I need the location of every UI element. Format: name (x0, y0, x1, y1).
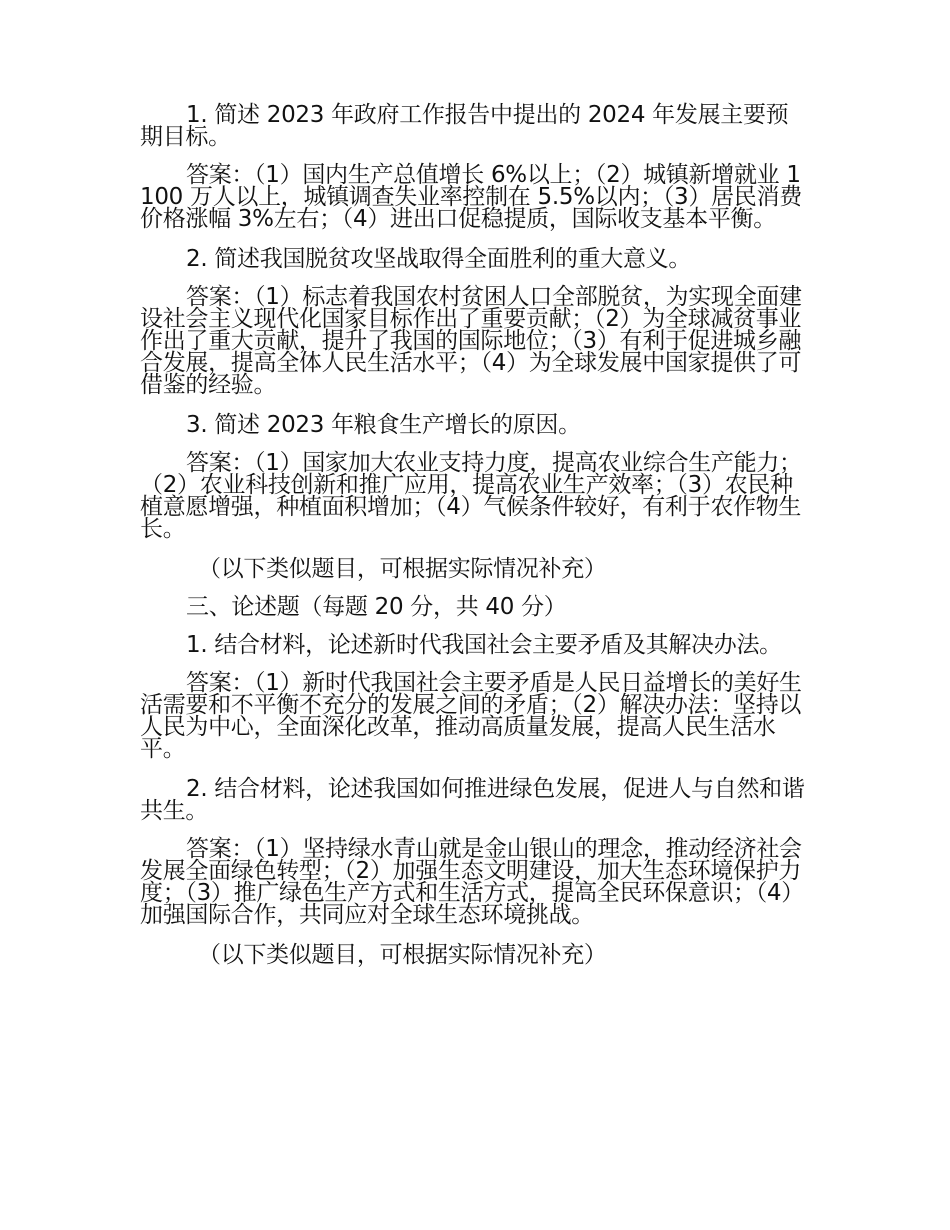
document-content (140, 104, 810, 982)
short-answer-question-3: 3. 简述 2023 年粮食生产增长的原因。 (186, 412, 581, 438)
short-answer-question-2: 2. 简述我国脱贫攻坚战取得全面胜利的重大意义。 (186, 246, 692, 272)
essay-question-2: 2. 结合材料，论述我国如何推进绿色发展，促进人与自然和谐共生。 (140, 776, 805, 824)
essay-question-1: 1. 结合材料，论述新时代我国社会主要矛盾及其解决办法。 (186, 632, 782, 658)
essay-answer-1: 答案：（1）新时代我国社会主要矛盾是人民日益增长的美好生活需要和不平衡不充分的发展之间的矛盾；（2）解决办法：坚持以人民为中心，全面深化改革，推动高质量发展，提高人民生活水平。 (140, 670, 802, 762)
short-answer-answer-3: 答案：（1）国家加大农业支持力度，提高农业综合生产能力；（2）农业科技创新和推广应用，提高农业生产效率；（3）农民种植意愿增强，种植面积增加；（4）气候条件较好，有利于农作物生长。 (140, 450, 802, 542)
supplement-note-1: （以下类似题目，可根据实际情况补充） (198, 556, 607, 582)
essay-answer-2: 答案：（1）坚持绿水青山就是金山银山的理念，推动经济社会发展全面绿色转型；（2）加强生态文明建设，加大生态环境保护力度；（3）推广绿色生产方式和生活方式，提高全民环保意识；（4）加强国际合作，共同应对全球生态环境挑战。 (140, 836, 804, 928)
short-answer-question-1: 1. 简述 2023 年政府工作报告中提出的 2024 年发展主要预期目标。 (140, 102, 789, 150)
essay-section-title: 三、论述题（每题 20 分，共 40 分） (186, 594, 567, 620)
supplement-note-2: （以下类似题目，可根据实际情况补充） (198, 942, 607, 968)
short-answer-answer-2: 答案：（1）标志着我国农村贫困人口全部脱贫，为实现全面建设社会主义现代化国家目标作出了重要贡献；（2）为全球减贫事业作出了重大贡献，提升了我国的国际地位；（3）有利于促进城乡融合发展，提高全体人民生活水平；（4）为全球发展中国家提供了可借鉴的经验。 (140, 284, 802, 398)
short-answer-answer-1: 答案：（1）国内生产总值增长 6%以上；（2）城镇新增就业 1100 万人以上，城镇调查失业率控制在 5.5%以内；（3）居民消费价格涨幅 3%左右；（4）进出口促稳提质，国际收支基本平衡。 (140, 162, 802, 232)
